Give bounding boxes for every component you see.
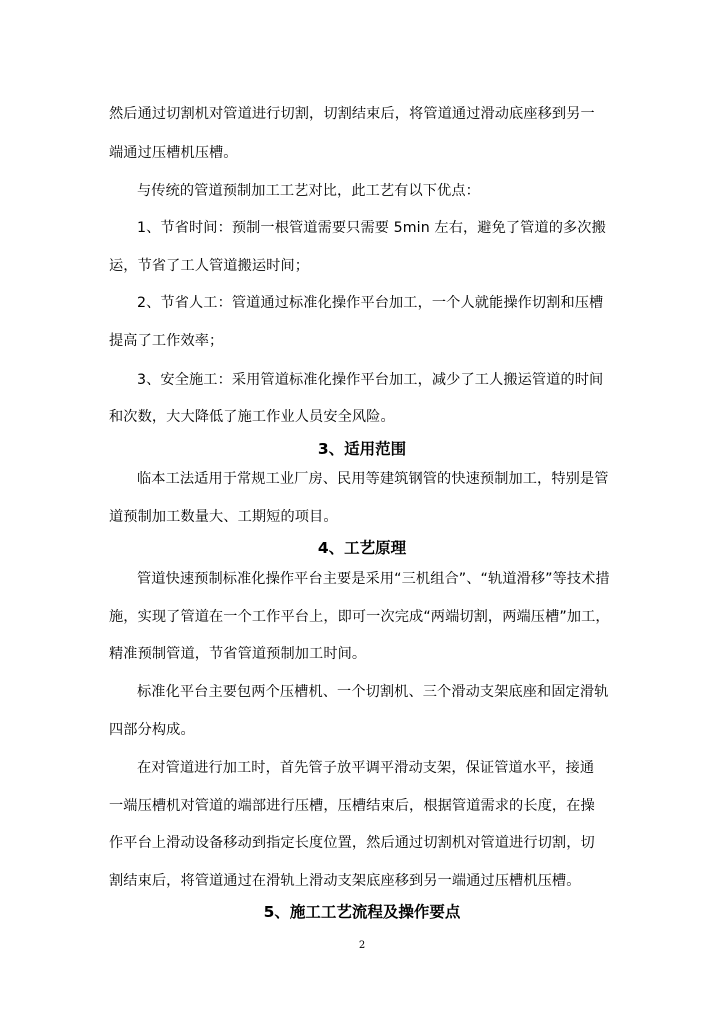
body-text-line: 施，实现了管道在一个工作平台上，即可一次完成“两端切割，两端压槽”加工， — [109, 609, 610, 625]
body-text-line: 和次数，大大降低了施工作业人员安全风险。 — [109, 409, 395, 425]
body-text-line: 在对管道进行加工时，首先管子放平调平滑动支架，保证管道水平，接通 — [137, 760, 595, 776]
body-text-line: 一端压槽机对管道的端部进行压槽，压槽结束后，根据管道需求的长度，在操 — [109, 798, 595, 814]
page-number: 2 — [358, 940, 366, 951]
section-heading-3: 3、适用范围 — [317, 440, 407, 458]
body-text-line: 道预制加工数量大、工期短的项目。 — [109, 509, 338, 525]
body-text-line: 然后通过切割机对管道进行切割，切割结束后，将管道通过滑动底座移到另一 — [109, 106, 595, 122]
body-text-line: 作平台上滑动设备移动到指定长度位置，然后通过切割机对管道进行切割，切 — [109, 835, 595, 851]
body-text-line: 提高了工作效率； — [109, 333, 224, 349]
body-text-line: 端通过压槽机压槽。 — [109, 145, 238, 161]
body-text-line: 标准化平台主要包两个压槽机、一个切割机、三个滑动支架底座和固定滑轨 — [137, 684, 609, 700]
advantage-item-2: 2、节省人工：管道通过标准化操作平台加工，一个人就能操作切割和压槽 — [137, 295, 604, 311]
body-text-line: 割结束后，将管道通过在滑轨上滑动支架底座移到另一端通过压槽机压槽。 — [109, 873, 581, 889]
section-heading-4: 4、工艺原理 — [317, 539, 407, 557]
body-text-line: 精准预制管道，节省管道预制加工时间。 — [109, 646, 367, 662]
body-text-line: 管道快速预制标准化操作平台主要是采用“三机组合”、“轨道滑移”等技术措 — [137, 571, 610, 587]
advantage-item-3: 3、安全施工：采用管道标准化操作平台加工，减少了工人搬运管道的时间 — [137, 372, 604, 388]
body-text-line: 临本工法适用于常规工业厂房、民用等建筑钢管的快速预制加工，特别是管 — [137, 471, 609, 487]
advantage-item-1: 1、节省时间：预制一根管道需要只需要 5min 左右，避免了管道的多次搬 — [137, 220, 606, 236]
body-text-line: 运，节省了工人管道搬运时间； — [109, 258, 310, 274]
body-text-line: 与传统的管道预制加工工艺对比，此工艺有以下优点： — [137, 183, 480, 199]
body-text-line: 四部分构成。 — [109, 722, 195, 738]
section-heading-5: 5、施工工艺流程及操作要点 — [263, 903, 461, 921]
